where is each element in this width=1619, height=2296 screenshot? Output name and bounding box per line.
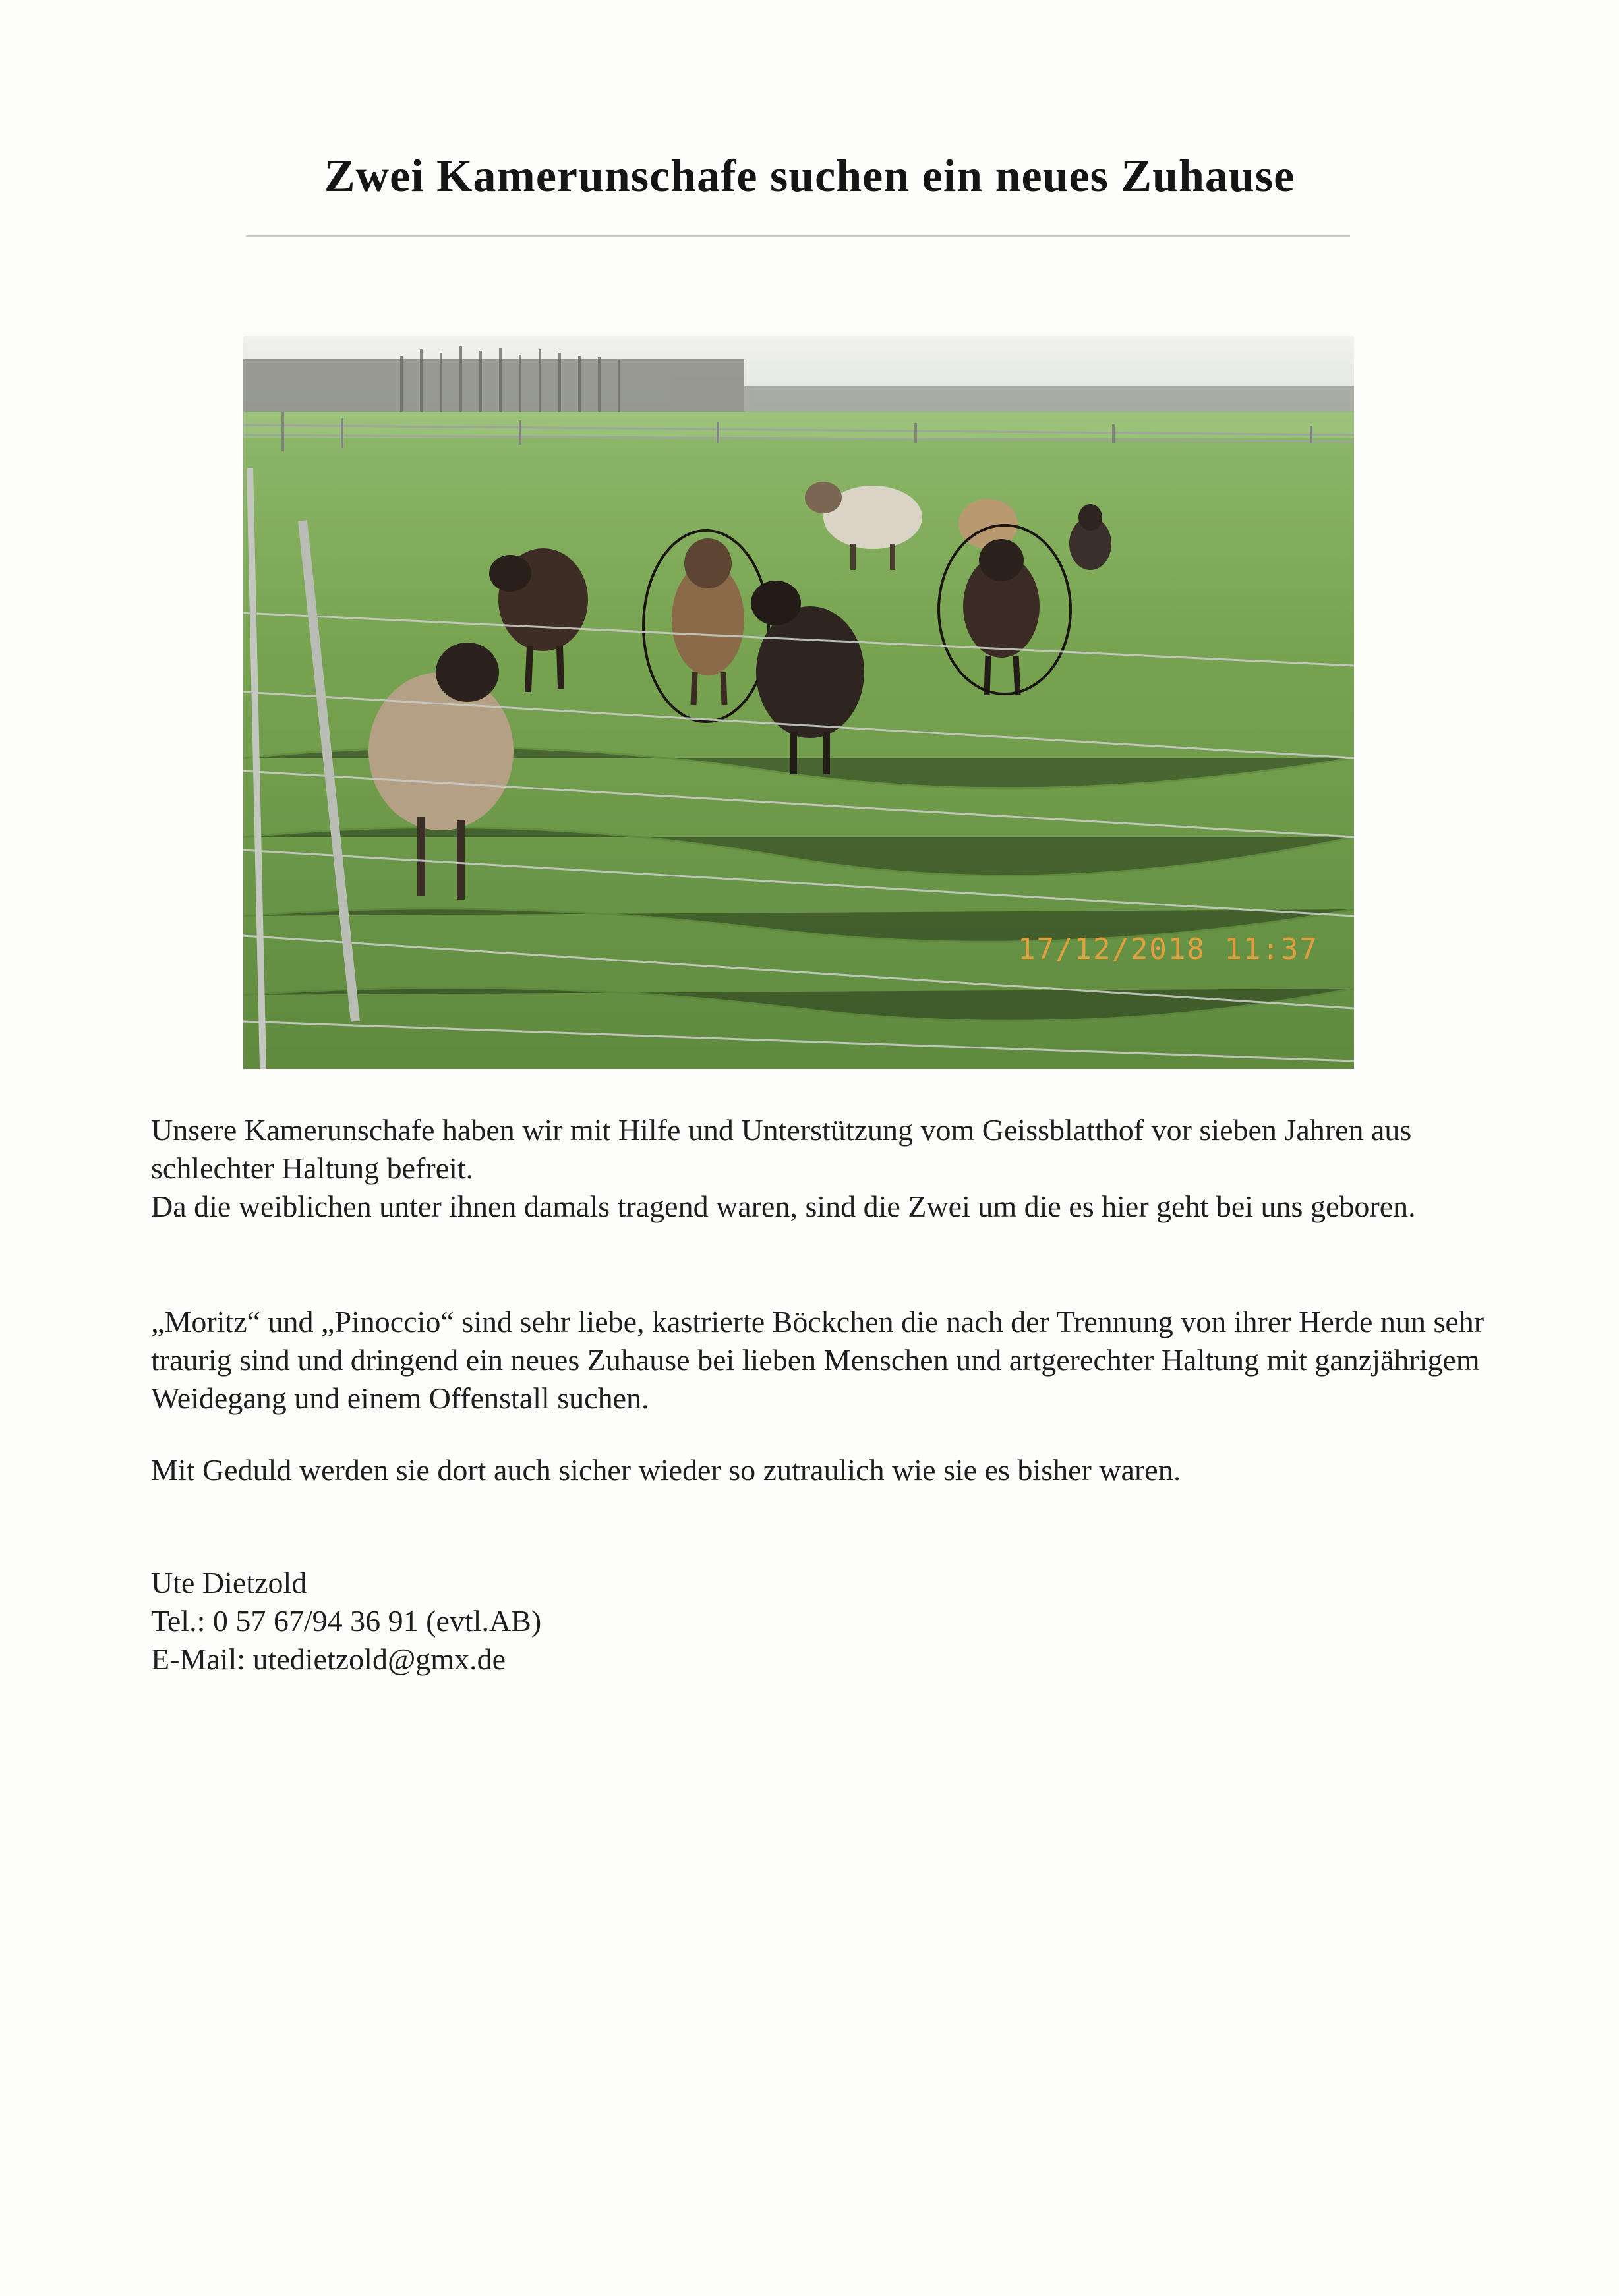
contact-name: Ute Dietzold <box>151 1566 307 1599</box>
photo-timestamp: 17/12/2018 11:37 <box>1018 933 1318 966</box>
description-paragraph <box>151 1303 1489 1418</box>
sheep-photo <box>243 336 1354 1069</box>
paragraph-3: „Moritz“ und „Pinoccio“ sind sehr liebe, kastrierte Böckchen die nach der Trennung von ihrer Herde nun sehr traurig sind und dringend ein neues Zuhause bei lieben Menschen und artgerechter Haltung mit ganzjährigem Weidegang und einem Offenstall suchen. <box>151 1305 1485 1415</box>
contact-block <box>151 1564 1489 1679</box>
contact-email[interactable]: E-Mail: utedietzold@gmx.de <box>151 1642 506 1676</box>
paragraph-4: Mit Geduld werden sie dort auch sicher wieder so zutraulich wie sie es bisher waren. <box>151 1453 1181 1487</box>
intro-paragraph <box>151 1111 1489 1226</box>
closing-paragraph <box>151 1451 1489 1489</box>
title-divider <box>246 235 1350 237</box>
contact-phone: Tel.: 0 57 67/94 36 91 (evtl.AB) <box>151 1604 542 1638</box>
paragraph-2: Da die weiblichen unter ihnen damals tragend waren, sind die Zwei um die es hier geht bei uns geboren. <box>151 1190 1416 1223</box>
paragraph-1: Unsere Kamerunschafe haben wir mit Hilfe und Unterstützung vom Geissblatthof vor sieben Jahren aus schlechter Haltung befreit. <box>151 1113 1412 1185</box>
document-title: Zwei Kamerunschafe suchen ein neues Zuhause <box>324 151 1295 202</box>
